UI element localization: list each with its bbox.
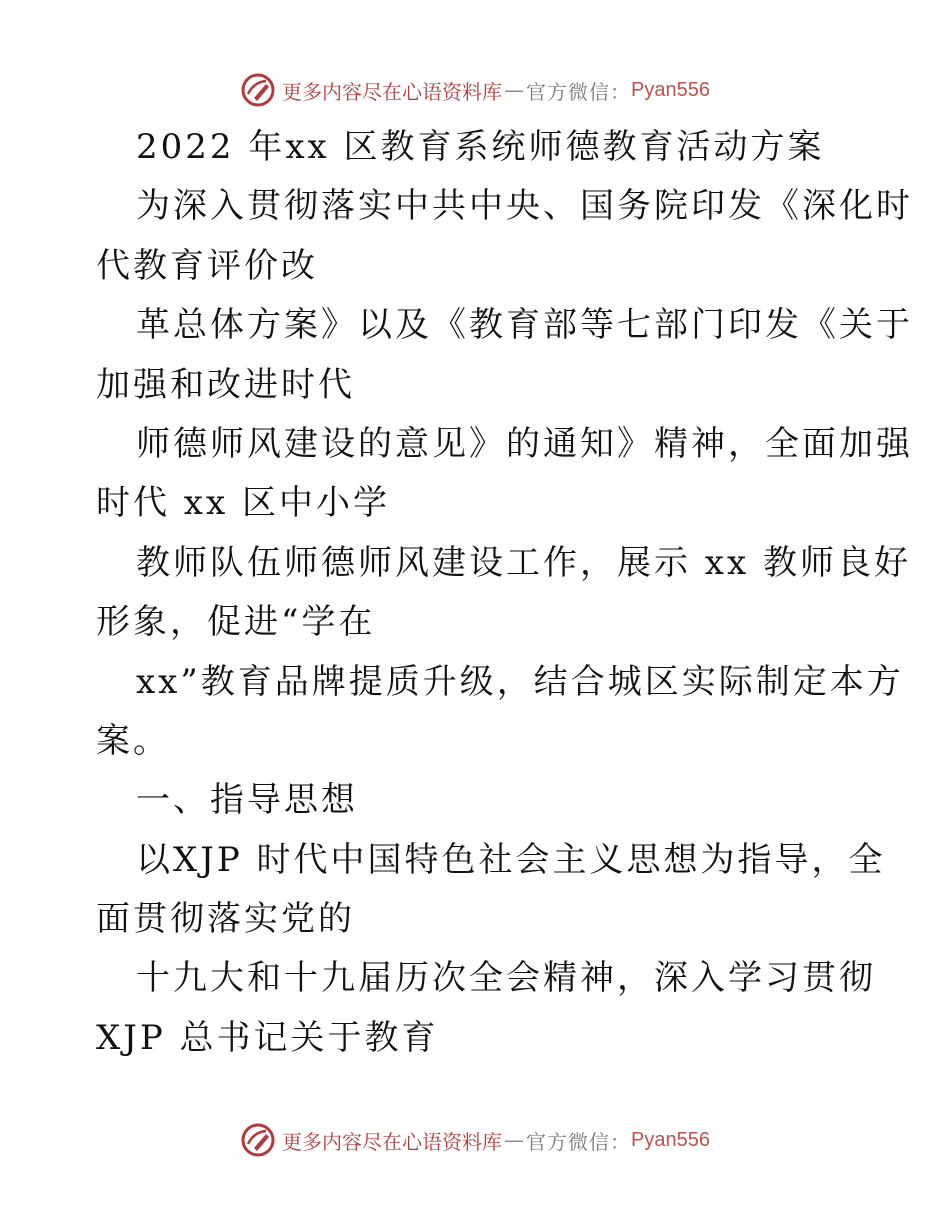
text-line: 代教育评价改: [96, 245, 318, 286]
text-line: 形象，促进“学在: [96, 602, 376, 643]
watermark-separator: —: [504, 1128, 525, 1152]
watermark-footer: [0, 1120, 950, 1160]
text-line: xx”教育品牌提质升级，结合城区实际制定本方: [136, 661, 904, 702]
text-line: 十九大和十九届历次全会精神，深入学习贯彻: [136, 958, 876, 999]
text-line: 师德师风建设的意见》的通知》精神，全面加强: [136, 423, 913, 464]
document-title: 2022 年xx 区教育系统师德教育活动方案: [136, 127, 825, 167]
wechat-label: 官方微信：: [526, 79, 632, 104]
pen-logo-icon: [240, 1122, 276, 1158]
text-line: 时代 xx 区中小学: [96, 483, 390, 524]
pen-logo-icon: [240, 72, 276, 108]
text-line: 加强和改进时代: [96, 364, 355, 405]
document-body: [96, 118, 913, 1068]
text-line: XJP 总书记关于教育: [96, 1017, 439, 1058]
text-line: 教师队伍师德师风建设工作，展示 xx 教师良好: [136, 542, 911, 583]
watermark-text: 更多内容尽在心语资料库: [282, 1129, 503, 1154]
text-line: 为深入贯彻落实中共中央、国务院印发《深化时: [136, 186, 913, 227]
text-line: 以XJP 时代中国特色社会主义思想为指导，全: [136, 839, 886, 880]
watermark-separator: —: [504, 78, 525, 102]
text-line: 一、指导思想: [136, 780, 358, 821]
text-line: 案。: [96, 720, 170, 761]
watermark-text: 更多内容尽在心语资料库: [282, 79, 503, 104]
text-line: 革总体方案》以及《教育部等七部门印发《关于: [136, 305, 913, 346]
watermark-header: [0, 70, 950, 110]
wechat-account: Pyan556: [631, 1128, 710, 1151]
text-line: 面贯彻落实党的: [96, 899, 355, 940]
wechat-account: Pyan556: [631, 78, 710, 101]
wechat-label: 官方微信：: [526, 1129, 632, 1154]
